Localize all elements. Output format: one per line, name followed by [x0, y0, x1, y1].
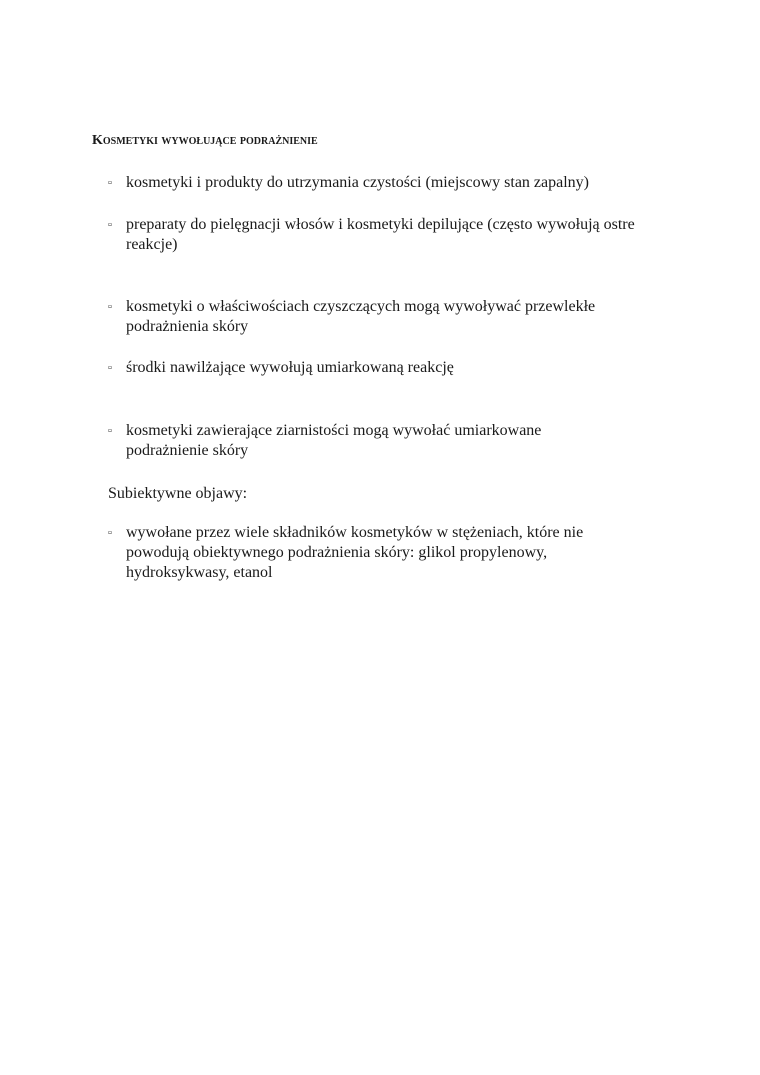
list-item: [108, 215, 668, 255]
list-item-text: kosmetyki o właściwościach czyszczących mogą wywoływać przewlekłe podrażnienia skóry: [126, 298, 596, 335]
bullet-icon: ▫: [108, 177, 112, 189]
list-item-text: kosmetyki zawierające ziarnistości mogą wywołać umiarkowane podrażnienie skóry: [126, 422, 542, 459]
list-item-text: preparaty do pielęgnacji włosów i kosmetyki depilujące (często wywołują ostre reakcje): [126, 216, 635, 253]
list-item: [108, 421, 628, 461]
subheading: Subiektywne objawy:: [108, 485, 248, 502]
list-item-text: kosmetyki i produkty do utrzymania czystości (miejscowy stan zapalny): [126, 174, 589, 191]
list-item: [108, 523, 648, 583]
list-item: [108, 358, 688, 378]
bullet-icon: ▫: [108, 425, 112, 437]
bullet-icon: ▫: [108, 527, 112, 539]
list-item-text: środki nawilżające wywołują umiarkowaną reakcję: [126, 359, 454, 376]
list-item: [108, 297, 668, 337]
bullet-icon: ▫: [108, 362, 112, 374]
bullet-icon: ▫: [108, 301, 112, 313]
list-item-text: wywołane przez wiele składników kosmetyków w stężeniach, które nie powodują obiektywnego podrażnienia skóry: glikol propylenowy, hydroksykwasy, etanol: [126, 524, 584, 581]
document-heading: Kosmetyki wywołujące podrażnienie: [92, 133, 318, 148]
bullet-icon: ▫: [108, 219, 112, 231]
list-item: [108, 173, 688, 193]
